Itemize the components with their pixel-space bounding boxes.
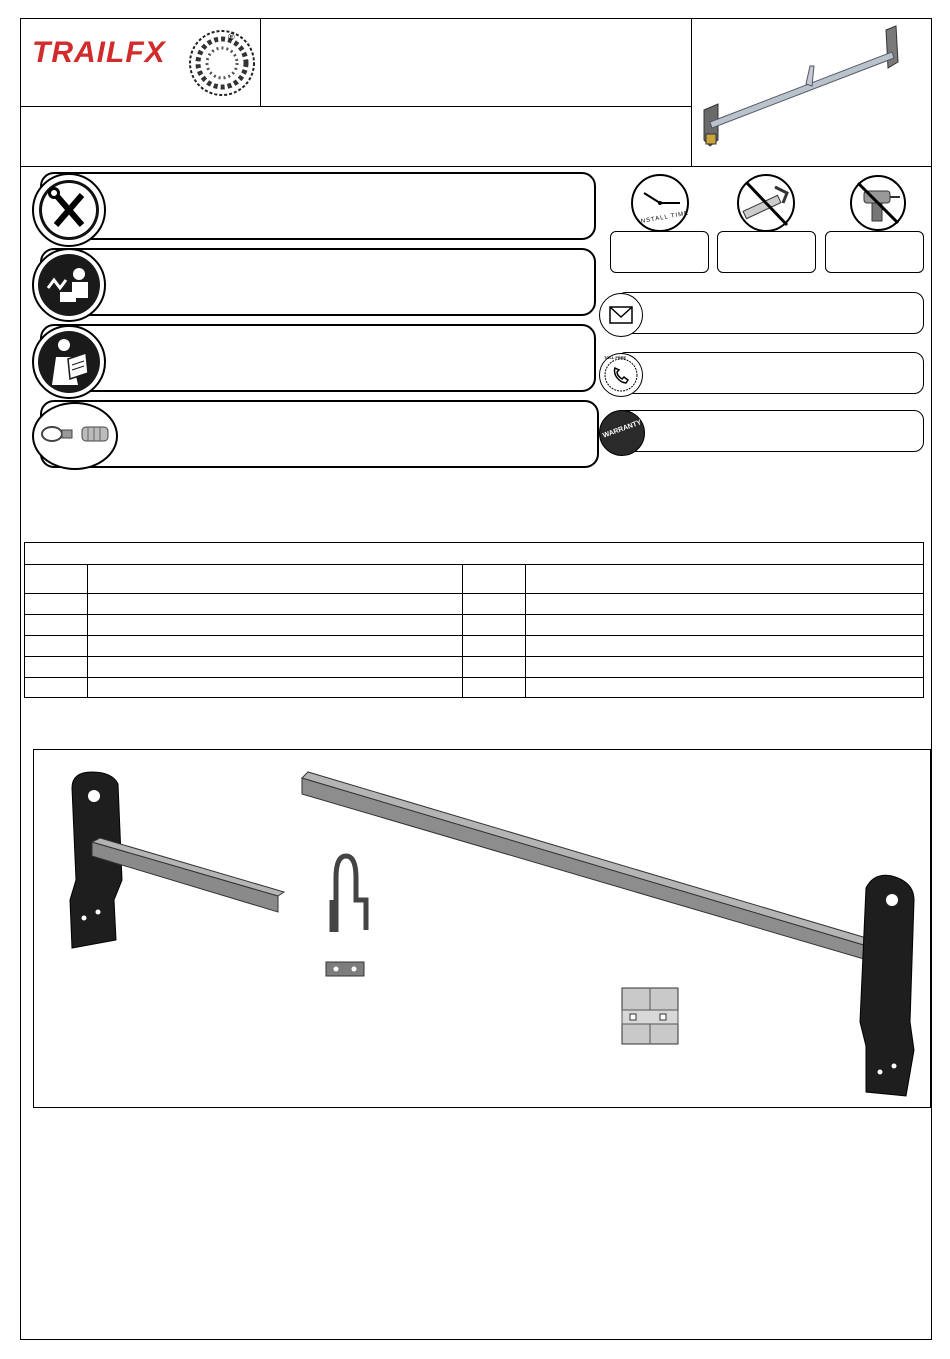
parts-header-cell: [463, 565, 526, 594]
phone-icon: [599, 353, 643, 397]
table-row: [25, 636, 924, 657]
header-image-divider: [691, 18, 692, 166]
table-cell: [526, 615, 924, 636]
page-left-border: [20, 18, 21, 1340]
table-cell: [463, 636, 526, 657]
table-cell: [526, 594, 924, 615]
info-row-read-instructions: [40, 324, 596, 392]
table-row: [25, 678, 924, 698]
contact-phone[interactable]: [616, 352, 924, 394]
drilling-box: [825, 231, 924, 273]
logo-text: TRAILFX: [32, 36, 166, 69]
cutting-box: [717, 231, 816, 273]
table-cell: [463, 615, 526, 636]
cutting-value: [718, 232, 815, 244]
parts-header-cell: [526, 565, 924, 594]
warranty-icon: [599, 410, 645, 456]
professional-install-icon: [32, 248, 106, 322]
page-top-border: [20, 18, 932, 19]
contact-warranty[interactable]: [616, 410, 924, 452]
page-right-border: [931, 18, 932, 1340]
parts-table: [24, 542, 924, 698]
table-cell: [526, 657, 924, 678]
table-cell: [88, 594, 463, 615]
parts-table-title: [25, 543, 924, 565]
table-cell: [25, 657, 88, 678]
table-cell: [88, 615, 463, 636]
table-cell: [526, 636, 924, 657]
parts-header-cell: [88, 565, 463, 594]
install-time-label: INSTALL TIME: [637, 210, 690, 226]
table-cell: [25, 678, 88, 698]
info-row-tools: [40, 172, 596, 240]
read-instructions-icon: [32, 325, 106, 399]
toll-free-label: TOLL FREE: [604, 355, 627, 360]
parts-illustration: [33, 749, 931, 1108]
drilling-value: [826, 232, 923, 244]
warranty-label: WARRANTY: [602, 419, 643, 440]
install-time-box: [610, 231, 709, 273]
brand-logo: [30, 30, 255, 100]
registered-mark: ®: [228, 32, 235, 42]
table-row: [25, 657, 924, 678]
header-subtitle: [30, 118, 680, 158]
table-cell: [25, 615, 88, 636]
info-row-hardware: [40, 400, 599, 468]
table-cell: [526, 678, 924, 698]
table-row: [25, 615, 924, 636]
table-cell: [463, 657, 526, 678]
install-time-value: [611, 232, 708, 244]
header-divider: [260, 18, 261, 106]
parts-header-cell: [25, 565, 88, 594]
table-cell: [88, 657, 463, 678]
header-mid-line: [20, 106, 691, 107]
envelope-icon: [599, 293, 643, 337]
info-row-professional: [40, 248, 596, 316]
table-cell: [25, 636, 88, 657]
clock-icon: [630, 173, 690, 233]
right-bracket: [860, 875, 914, 1096]
table-cell: [463, 678, 526, 698]
tools-icon: [32, 173, 106, 247]
no-cutting-icon: [735, 173, 797, 233]
table-cell: [88, 636, 463, 657]
header-title: [270, 30, 680, 90]
table-row: [25, 594, 924, 615]
table-cell: [25, 594, 88, 615]
table-cell: [88, 678, 463, 698]
no-drilling-icon: [848, 173, 908, 233]
product-thumbnail: [696, 22, 928, 162]
hardware-icon: [32, 402, 118, 470]
table-cell: [463, 594, 526, 615]
contact-email[interactable]: [616, 292, 924, 334]
page-bottom-border: [20, 1339, 932, 1340]
header-bottom-line: [20, 166, 932, 167]
